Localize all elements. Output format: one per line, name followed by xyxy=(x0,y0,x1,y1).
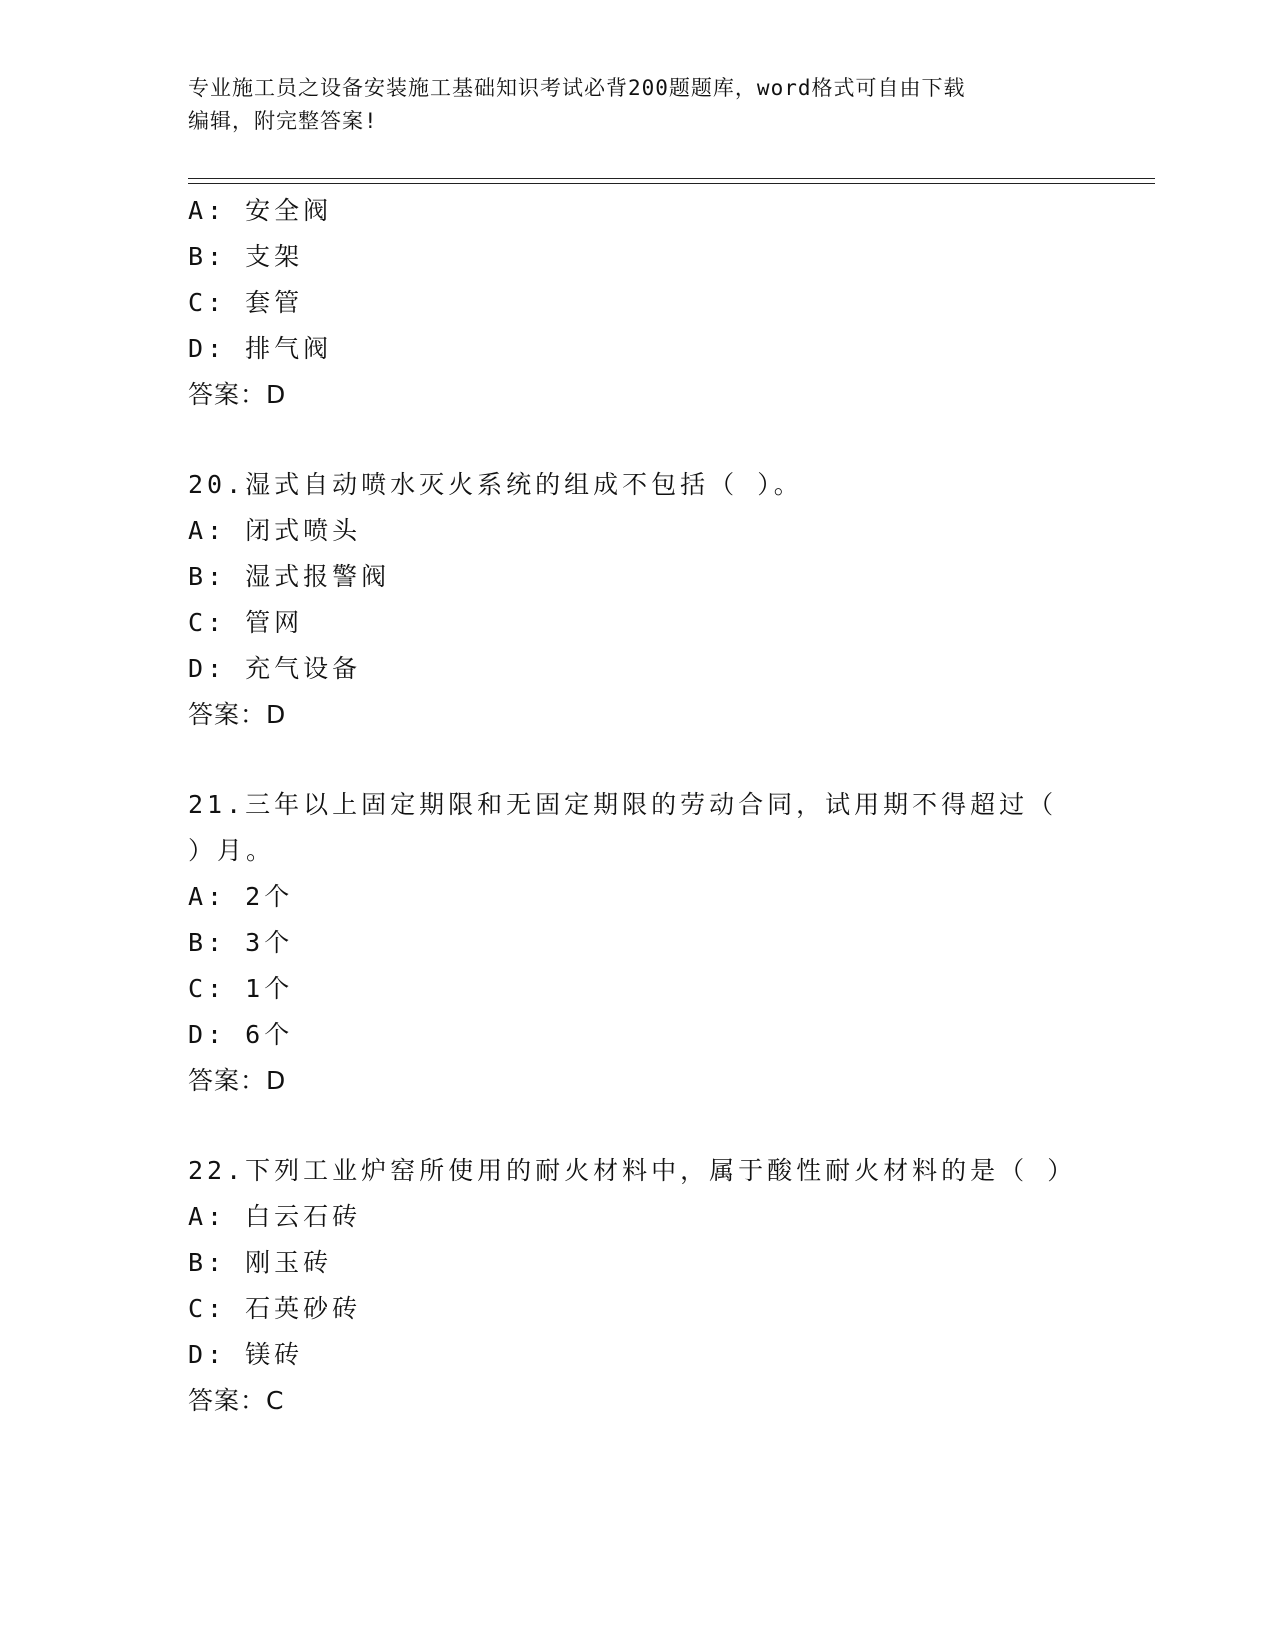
question-text: 21.三年以上固定期限和无固定期限的劳动合同，试用期不得超过（ xyxy=(188,790,1058,819)
option-b: B: 刚玉砖 xyxy=(188,1248,333,1277)
option-c: C: 1个 xyxy=(188,974,294,1003)
option-b: B: 支架 xyxy=(188,242,304,271)
answer: 答案：C xyxy=(188,1386,285,1415)
question-text: 22.下列工业炉窑所使用的耐火材料中，属于酸性耐火材料的是（ ） xyxy=(188,1156,1077,1185)
question-block-22 xyxy=(188,1148,1077,1424)
answer: 答案：D xyxy=(188,700,287,729)
option-b: B: 3个 xyxy=(188,928,294,957)
question-text-continued: ）月。 xyxy=(188,836,276,865)
header-divider-top xyxy=(188,178,1155,179)
question-block-20 xyxy=(188,462,1068,738)
header-divider-bottom xyxy=(188,183,1155,184)
option-c: C: 套管 xyxy=(188,288,304,317)
option-a: A: 闭式喷头 xyxy=(188,516,362,545)
question-block-21 xyxy=(188,782,1068,1104)
option-d: D: 充气设备 xyxy=(188,654,362,683)
answer: 答案：D xyxy=(188,1066,287,1095)
option-a: A: 2个 xyxy=(188,882,294,911)
question-block-19 xyxy=(188,188,1068,418)
option-b: B: 湿式报警阀 xyxy=(188,562,391,591)
option-c: C: 管网 xyxy=(188,608,304,637)
option-a: A: 白云石砖 xyxy=(188,1202,362,1231)
option-d: D: 排气阀 xyxy=(188,334,333,363)
header-line-1: 专业施工员之设备安装施工基础知识考试必背200题题库，word格式可自由下载 xyxy=(188,76,966,100)
question-text: 20.湿式自动喷水灭火系统的组成不包括（ ）。 xyxy=(188,470,803,499)
option-a: A: 安全阀 xyxy=(188,196,333,225)
option-d: D: 6个 xyxy=(188,1020,294,1049)
header-line-2: 编辑，附完整答案! xyxy=(188,109,378,133)
question-list xyxy=(188,188,1077,1424)
option-c: C: 石英砂砖 xyxy=(188,1294,362,1323)
option-d: D: 镁砖 xyxy=(188,1340,304,1369)
answer: 答案：D xyxy=(188,380,287,409)
document-header xyxy=(188,72,1068,138)
